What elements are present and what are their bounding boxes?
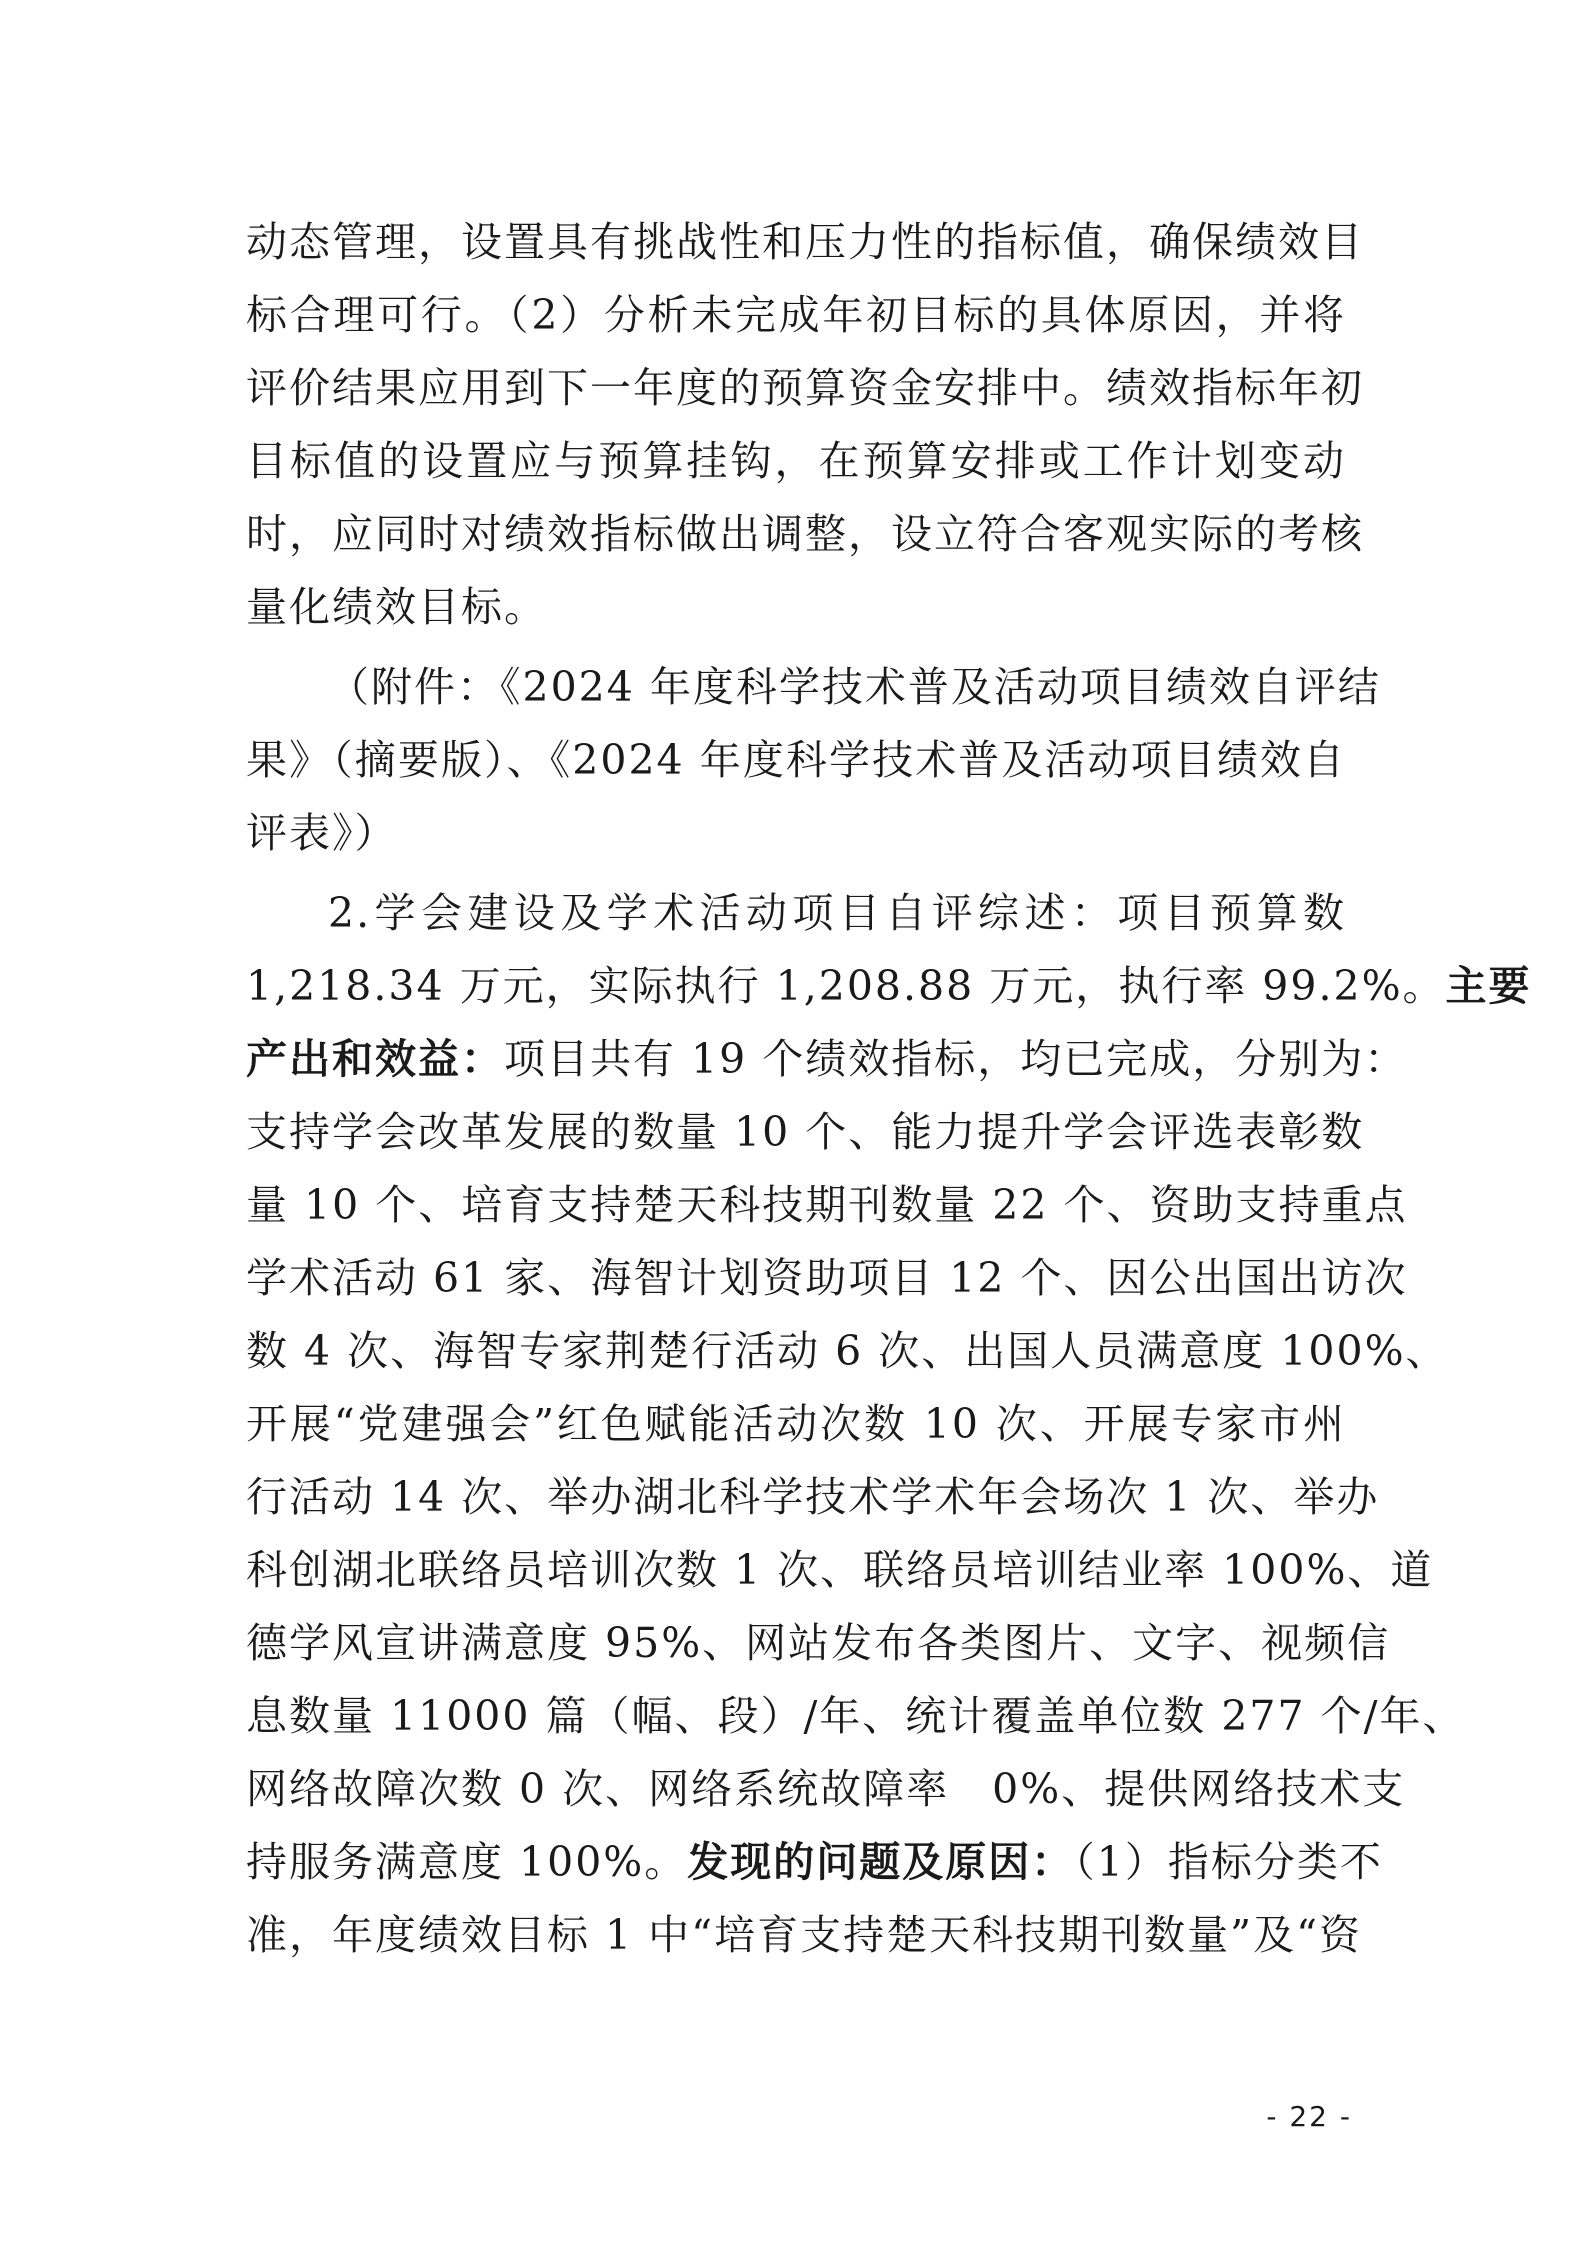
text-line: 学术活动 61 家、海智计划资助项目 12 个、因公出国出访次 xyxy=(246,1254,1408,1302)
bold-label: 产出和效益： xyxy=(246,1035,504,1083)
section2-line-text: （1）指标分类不 xyxy=(1074,1838,1383,1886)
bold-label: 主要 xyxy=(1445,962,1532,1010)
text-line: 息数量 11000 篇（幅、段）/年、统计覆盖单位数 277 个/年、 xyxy=(246,1692,1466,1740)
text-line: 目标值的设置应与预算挂钩，在预算安排或工作计划变动 xyxy=(246,437,1346,485)
text-line: 量 10 个、培育支持楚天科技期刊数量 22 个、资助支持重点 xyxy=(246,1181,1408,1229)
text-line: 数 4 次、海智专家荆楚行活动 6 次、出国人员满意度 100%、 xyxy=(246,1327,1449,1375)
text-line: 德学风宣讲满意度 95%、网站发布各类图片、文字、视频信 xyxy=(246,1619,1391,1667)
section2-heading-line: 2.学会建设及学术活动项目自评综述：项目预算数 xyxy=(328,889,1346,937)
text-line: 开展“党建强会”红色赋能活动次数 10 次、开展专家市州 xyxy=(246,1400,1346,1448)
page-number: - 22 - xyxy=(1266,2100,1352,2133)
text-line: 准，年度绩效目标 1 中“培育支持楚天科技期刊数量”及“资 xyxy=(246,1911,1363,1959)
text-line: 网络故障次数 0 次、网络系统故障率 0%、提供网络技术支 xyxy=(246,1765,1406,1813)
text-line: 评价结果应用到下一年度的预算资金安排中。绩效指标年初 xyxy=(246,364,1364,412)
text-line: 量化绩效目标。 xyxy=(246,583,547,631)
section2-line xyxy=(246,950,1532,1023)
attachment-note-line: 果》（摘要版）、《2024 年度科学技术普及活动项目绩效自 xyxy=(246,736,1346,784)
text-line: 时，应同时对绩效指标做出调整，设立符合客观实际的考核 xyxy=(246,510,1364,558)
section2-line-text: 项目共有 19 个绩效指标，均已完成，分别为： xyxy=(504,1035,1408,1083)
text-line: 标合理可行。（2）分析未完成年初目标的具体原因，并将 xyxy=(246,291,1346,339)
text-line: 科创湖北联络员培训次数 1 次、联络员培训结业率 100%、道 xyxy=(246,1546,1434,1594)
text-line: 支持学会改革发展的数量 10 个、能力提升学会评选表彰数 xyxy=(246,1108,1365,1156)
body-text xyxy=(246,206,1532,1972)
text-line: 行活动 14 次、举办湖北科学技术学术年会场次 1 次、举办 xyxy=(246,1473,1380,1521)
attachment-note-line: 评表》） xyxy=(246,809,398,857)
section2-line-text: 持服务满意度 100%。 xyxy=(246,1838,688,1886)
bold-label: 发现的问题及原因： xyxy=(687,1838,1075,1886)
section2-line xyxy=(246,1023,1408,1096)
text-line: 动态管理，设置具有挑战性和压力性的指标值，确保绩效目 xyxy=(246,218,1364,266)
section2-line-text: 1,218.34 万元，实际执行 1,208.88 万元，执行率 99.2%。 xyxy=(246,962,1446,1010)
section2-line xyxy=(246,1826,1383,1899)
attachment-note-line: （附件：《2024 年度科学技术普及活动项目绩效自评结 xyxy=(328,663,1381,711)
